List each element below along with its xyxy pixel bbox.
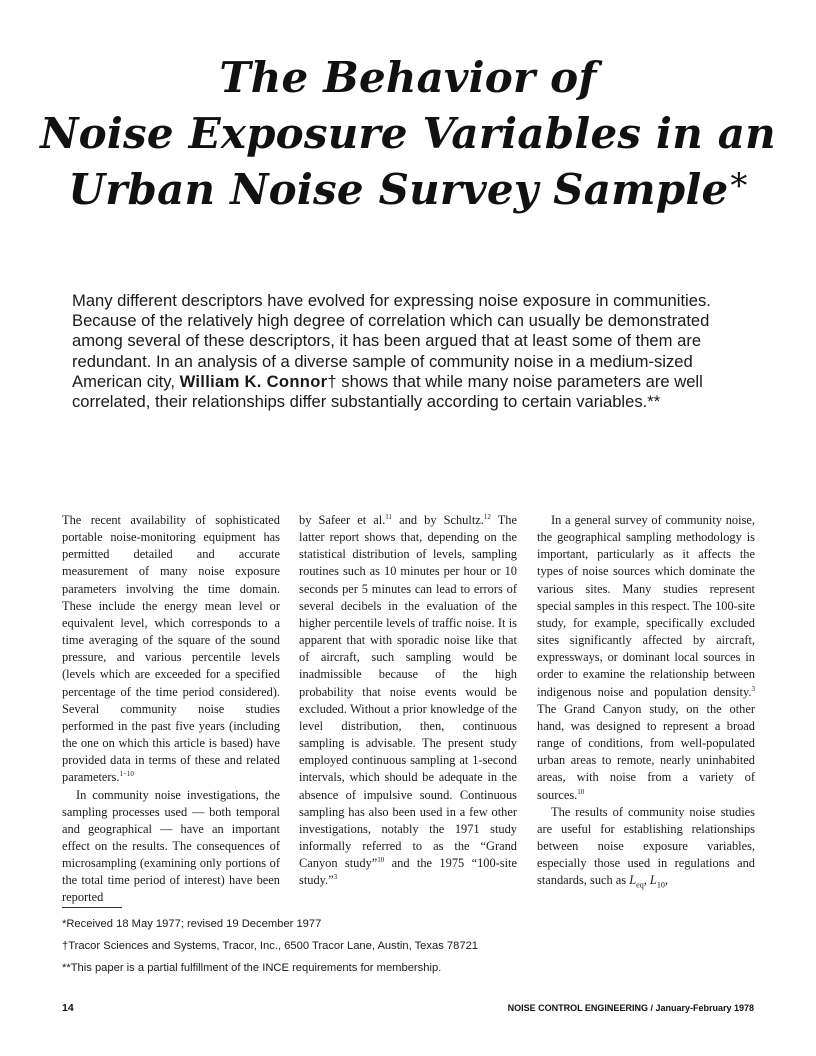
title-footnote-marker: * [730,166,748,206]
col2-paragraph [299,512,517,889]
title-line-3 [40,162,776,218]
trailing-comma: , [664,873,668,888]
citation-ref: 10 [377,856,385,864]
variable-leq-subscript: eq [636,880,644,890]
page-number: 14 [62,1002,74,1014]
title-line-2: Noise Exposure Variables in an [40,109,776,158]
col1-paragraph-1-text: The recent availability of sophisticated portable noise-monitoring equipment has permitted detailed and accurate measurement of many noise exposure parameters involving the time domain. These include the energy mean level or equivalent level, which corresponds to a time averaging of the square of the sound pressure, and various percentile levels (levels which are exceeded for a specified percentage of the time period considered). Several community noise studies performed in the past five years (including the one on which this article is based) have provided data in terms of these and related parameters. [62,513,280,785]
article-title [40,50,776,218]
col2-text-3: The latter report shows that, depending on the statistical distribution of levels, sampling routines such as 10 minutes per hour or 10 seconds per 5 minutes can lead to errors of several decibels in the evaluation of the higher percentile levels of traffic noise. It is apparent that with sporadic noise like that of aircraft, such sampling would be inadmissible because of the high probability that noise events would be excluded. Without a prior knowledge of the level distribution, then, continuous sampling is advisable. The present study employed continuous sampling at 1-second intervals, which should be adequate in the absence of impulsive sound. Continuous sampling has also been used in a few other investigations, notably the 1971 study informally referred to as the “Grand Canyon study” [299,513,518,871]
footnote-divider [62,907,122,908]
variable-l10: L [649,873,657,888]
col3-paragraph-1 [537,512,755,804]
author-name: William K. Connor [179,371,328,391]
variable-leq: L [629,873,637,888]
citation-ref: 10 [577,787,585,796]
col1-paragraph-1 [62,512,280,787]
footnote-affiliation: †Tracor Sciences and Systems, Tracor, Inc., 6500 Tracor Lane, Austin, Texas 78721 [62,940,479,952]
author-footnote-marker: † [327,371,337,391]
footnote-membership: **This paper is a partial fulfillment of the INCE requirements for membership. [62,962,442,974]
citation-ref: 11 [385,512,393,521]
abstract-text-before: Many different descriptors have evolved for expressing noise exposure in communities. Because of the relatively high degree of correlation which can usually be demonstrated among several of these descriptors, it has been argued that at least some of them are redundant. In an analysis of a diverse sample of community noise in a medium-sized American city, [72,291,711,391]
variable-separator: , [643,873,650,888]
journal-footer: NOISE CONTROL ENGINEERING / January-February 1978 [507,1003,754,1013]
footnote-received: *Received 18 May 1977; revised 19 December 1977 [62,918,322,930]
title-line-3-text: Urban Noise Survey Sample [68,165,729,214]
col2-text-4: and the 1975 “100-site study.” [299,856,517,888]
col3-text-2: The results of community noise studies are useful for establishing relationships between noise exposure variables, especially those used in regulations and standards, such as [537,804,755,888]
citation-ref: 3 [751,684,755,693]
body-column-2 [299,512,517,889]
abstract-footnote-marker: ** [647,392,661,412]
body-column-1 [62,512,280,907]
col2-text-2: and by Schultz. [392,513,484,527]
abstract [72,291,752,412]
col2-text-1: by Safeer et al. [299,513,386,527]
citation-ref: 3 [333,873,338,882]
col3-text-1a: In a general survey of community noise, the geographical sampling methodology is important, particularly as it affects the types of noise sources which dominate the various sites. Many studies represent special samples in this respect. The 100-site study, for example, specifically excluded sites significantly affected by aircraft, expressways, or dominant local sources in order to examine the relationship between indigenous noise and population density. [537,513,755,699]
citation-ref: 1−10 [119,770,134,779]
body-column-3 [537,512,755,889]
title-line-1: The Behavior of [219,53,597,102]
footnotes [62,917,762,983]
col1-paragraph-2: In community noise investigations, the sampling processes used — both temporal and geographical — have an important effect on the results. The consequences of microsampling (examining only portions of the total time period of interest) have been reported [62,787,280,905]
abstract-text-after: shows that while many noise parameters are well correlated, their relationships differ substantially according to certain variables. [72,371,703,412]
citation-ref: 12 [483,512,491,521]
col3-paragraph-2 [537,804,755,890]
variable-l10-subscript: 10 [656,880,665,890]
col3-text-1b: The Grand Canyon study, on the other hand, was designed to represent a broad range of conditions, from well-populated urban areas to remote, nearly uninhabited areas, with noise from a variety of sources. [537,701,755,802]
